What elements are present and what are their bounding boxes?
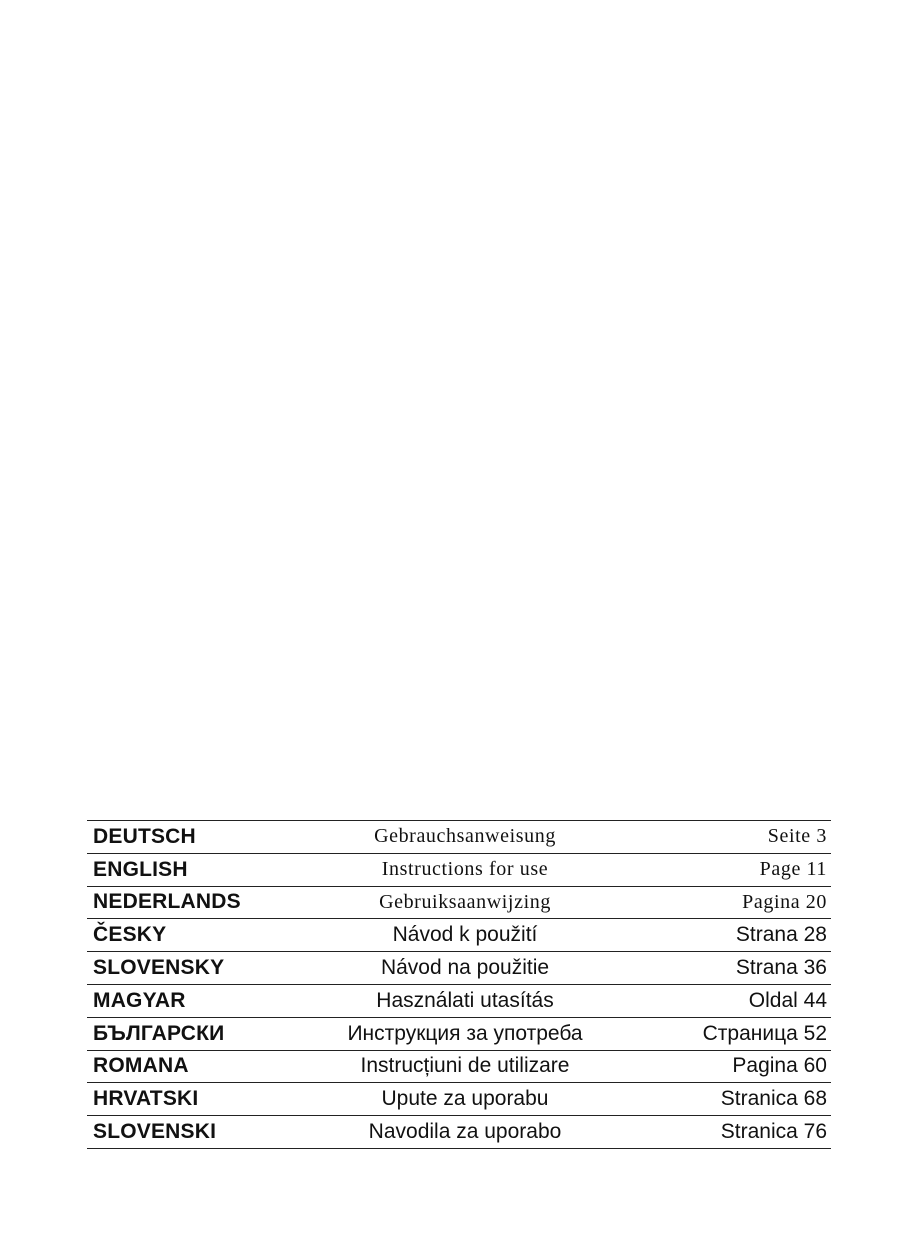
manual-title: Gebruiksaanwijzing	[379, 890, 551, 913]
manual-title: Návod k použití	[392, 923, 538, 947]
page-reference: Pagina 20	[742, 890, 827, 913]
manual-title: Instrucțiuni de utilizare	[360, 1054, 570, 1078]
table-row	[87, 952, 831, 985]
page-reference: Strana 36	[735, 956, 827, 980]
language-label: SLOVENSKY	[93, 956, 225, 980]
manual-title: Navodila za uporabo	[368, 1120, 562, 1144]
table-row	[87, 1083, 831, 1116]
language-label: DEUTSCH	[93, 824, 196, 848]
table-row	[87, 919, 831, 952]
manual-title: Upute za uporabu	[381, 1087, 549, 1111]
page-reference: Stranica 76	[720, 1120, 827, 1144]
page-reference: Страница 52	[702, 1021, 827, 1045]
manual-title: Használati utasítás	[376, 988, 554, 1012]
language-label: SLOVENSKI	[93, 1120, 217, 1144]
language-label: ČESKY	[93, 923, 167, 947]
page-reference: Strana 28	[735, 923, 827, 947]
table-row	[87, 1018, 831, 1051]
table-row	[87, 1116, 831, 1149]
table-row	[87, 854, 831, 887]
language-index-table	[87, 820, 831, 1149]
manual-title: Návod na použitie	[380, 956, 550, 980]
table-row	[87, 1051, 831, 1084]
language-label: ENGLISH	[93, 857, 188, 881]
language-label: NEDERLANDS	[93, 890, 241, 914]
table-row	[87, 821, 831, 854]
manual-title: Instructions for use	[381, 858, 549, 881]
table-row	[87, 985, 831, 1018]
manual-title: Инструкция за употреба	[347, 1021, 583, 1045]
page-reference: Seite 3	[767, 825, 827, 848]
language-label: ROMANA	[93, 1054, 189, 1078]
language-label: БЪЛГАРСКИ	[93, 1021, 225, 1045]
table-row	[87, 887, 831, 920]
language-label: HRVATSKI	[93, 1087, 199, 1111]
page-reference: Page 11	[759, 858, 827, 881]
page-reference: Stranica 68	[720, 1087, 827, 1111]
page-reference: Oldal 44	[748, 988, 827, 1012]
page-reference: Pagina 60	[732, 1054, 827, 1078]
language-label: MAGYAR	[93, 988, 186, 1012]
manual-title: Gebrauchsanweisung	[374, 825, 556, 848]
